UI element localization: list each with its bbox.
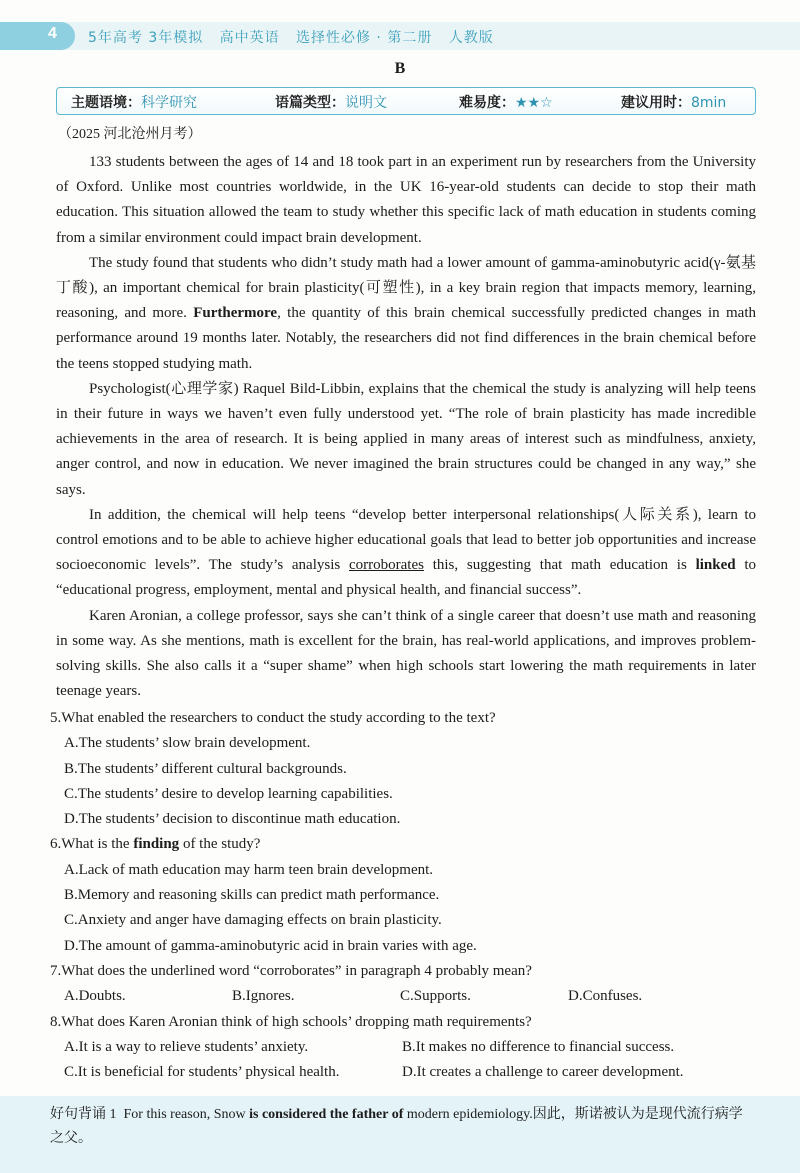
question-7-option-b: B.Ignores. [232,988,295,1005]
footer-label: 好句背诵 1 [50,1107,117,1122]
paragraph-4-text-b: this, suggesting that math education is [423,557,696,574]
question-5-option-c: C.The students’ desire to develop learning capabilities. [64,785,393,802]
info-bar [56,87,756,115]
type-value: 说明文 [345,95,387,111]
topic-info [71,92,197,112]
question-6-stem-b: of the study? [179,836,261,853]
difficulty-label: 难易度： [459,95,515,111]
edition: 人教版 [448,30,494,46]
question-5-stem: 5.What enabled the researchers to conduct the study according to the text? [50,710,496,726]
type-label: 语篇类型： [275,95,345,111]
reading-passage [56,150,756,704]
topic-label: 主题语境： [71,95,141,111]
time-info [621,92,726,112]
question-7-option-a: A.Doubts. [64,988,126,1005]
series-title: 5年高考 3年模拟 [88,30,204,46]
paragraph-2 [56,251,756,377]
paragraph-4-text-a: In addition, the chemical will help teens “develop better interpersonal relationships(人际关系), learn to control emotions and to be able to achieve higher educational goals that lead to better job opportunities and increase socioeconomic levels”. The study’s analysis [56,506,756,574]
paragraph-2-text-b: , the quantity of this brain chemical successfully predicted changes in math performance around 19 months later. Notably, the researchers did not find differences in the brain chemical before the teens stopped studying math. [56,305,756,372]
paragraph-4 [56,503,756,604]
linked-bold: linked [695,557,736,574]
question-8-option-a: A.It is a way to relieve students’ anxiety. [64,1038,309,1055]
footer-sentence [50,1103,756,1151]
topic-value: 科学研究 [141,95,197,111]
paragraph-4-text-c: to “educational progress, employment, mental and physical health, and financial success”. [56,557,757,599]
question-6-option-c: C.Anxiety and anger have damaging effects on brain plasticity. [64,912,442,929]
question-5-option-a: A.The students’ slow brain development. [64,735,311,752]
question-6-option-b: B.Memory and reasoning skills can predict math performance. [64,887,440,904]
question-6-option-d: D.The amount of gamma-aminobutyric acid in brain varies with age. [64,937,477,954]
paragraph-5: Karen Aronian, a college professor, says she can’t think of a single career that doesn’t use math and reasoning in some way. As she mentions, math is excellent for the brain, has real-world applications, and improves problem-solving skills. She also calls it a “super shame” when high schools start lowering the math requirements in later teenage years. [56,607,756,700]
question-8-option-b: B.It makes no difference to financial success. [402,1038,675,1055]
question-6-stem-a: 6.What is the [50,836,134,853]
footer-text-a: For this reason, Snow [123,1107,250,1122]
difficulty-stars: ★★☆ [515,95,553,111]
finding-bold: finding [133,836,180,853]
page-number: 4 [48,25,57,42]
question-5-option-b: B.The students’ different cultural backgrounds. [64,760,347,777]
question-8-options-row-2 [50,1060,770,1085]
paragraph-3: Psychologist(心理学家) Raquel Bild-Libbin, explains that the chemical the study is analyzing will help teens in their future in ways we haven’t even fully understood yet. “The role of brain plasticity has made incredible achievements in the area of research. It is being applied in many areas of interest such as mindfulness, anxiety, anger control, and now in education. We never imagined the brain structures could be changed in any way,” she says. [56,380,756,498]
question-5-option-d: D.The students’ decision to discontinue math education. [64,811,401,828]
footer-bold-phrase: is considered the father of [249,1107,404,1122]
paragraph-2-text-a: The study found that students who didn’t study math had a lower amount of gamma-aminobutyric acid(γ-氨基丁酸), an important chemical for brain plasticity(可塑性), in a key brain region that impacts memory, learning, reasoning, and more. [56,254,756,322]
question-7-stem: 7.What does the underlined word “corroborates” in paragraph 4 probably mean? [50,962,532,979]
source-note: （2025 河北沧州月考） [58,127,202,142]
time-label: 建议用时： [621,95,691,111]
book-name: 选择性必修 · 第二册 [295,30,433,46]
furthermore-bold: Furthermore [193,305,278,322]
underlined-word: corroborates [348,557,424,574]
subject: 高中英语 [219,30,280,46]
difficulty-info [459,92,553,112]
page-header [0,22,800,50]
question-6-stem [50,832,770,857]
question-8-option-c: C.It is beneficial for students’ physical health. [64,1064,340,1081]
footer-text-b: modern epidemiology.因此，斯诺被认为是现代流行病学之父。 [50,1107,743,1146]
question-8-options-row-1 [50,1035,770,1060]
question-8-option-d: D.It creates a challenge to career development. [402,1064,684,1081]
question-6-option-a: A.Lack of math education may harm teen brain development. [64,861,434,878]
questions [50,706,770,1085]
section-letter: B [394,60,406,77]
question-7-option-c: C.Supports. [400,988,471,1005]
book-info [88,27,494,47]
paragraph-1: 133 students between the ages of 14 and 18 took part in an experiment run by researchers from the University of Oxford. Unlike most countries worldwide, in the UK 16-year-old students can decide to stop their math education. This situation allowed the team to study whether this specific lack of math education in students coming from a similar environment could impact brain development. [56,154,756,246]
question-8-stem: 8.What does Karen Aronian think of high schools’ dropping math requirements? [50,1013,532,1030]
question-7-options [50,984,770,1009]
time-value: 8min [691,95,727,111]
page-number-tab [0,22,75,50]
type-info [275,92,387,112]
question-7-option-d: D.Confuses. [568,988,643,1005]
